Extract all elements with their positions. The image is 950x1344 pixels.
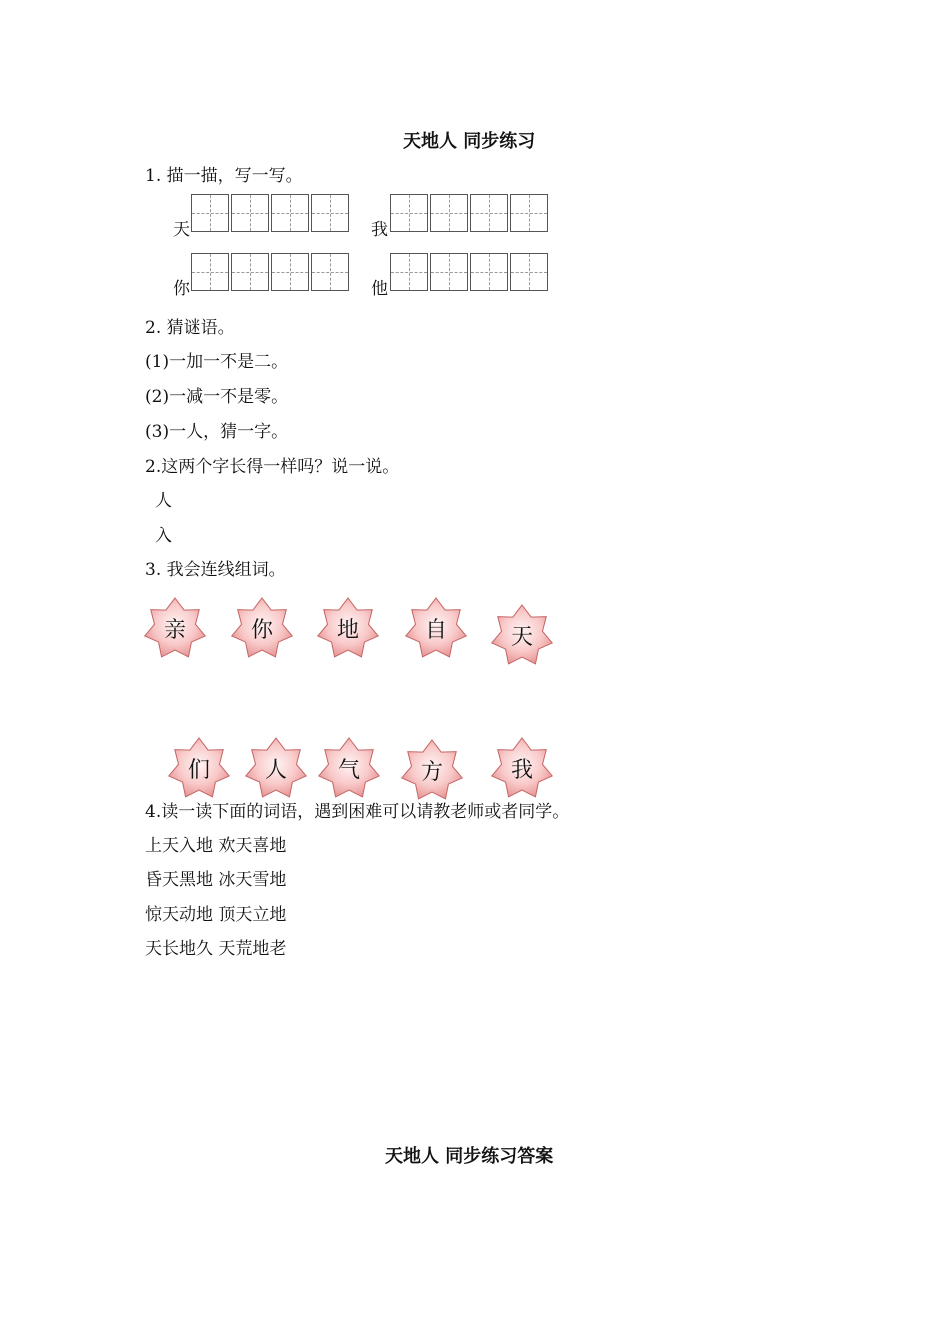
star-char: 我: [510, 758, 534, 783]
star-char: 你: [250, 618, 274, 643]
question-1-heading: 1. 描一描，写一写。: [145, 166, 303, 186]
word-row: 惊天动地 顶天立地: [145, 905, 287, 925]
writing-grid[interactable]: [191, 194, 351, 232]
word-star[interactable]: [315, 596, 381, 662]
word-star[interactable]: [399, 738, 465, 804]
compare-char: 人: [155, 491, 172, 511]
word-star[interactable]: [229, 596, 295, 662]
question-4-heading: 4.读一读下面的词语，遇到困难可以请教老师或者同学。: [145, 802, 570, 822]
riddle-item: (3)一人，猜一字。: [145, 422, 289, 442]
word-star[interactable]: [403, 596, 469, 662]
question-2-heading: 2. 猜谜语。: [145, 318, 235, 338]
star-char: 们: [187, 758, 211, 783]
grid-label: 他: [371, 279, 388, 299]
star-char: 亲: [163, 618, 187, 643]
word-row: 天长地久 天荒地老: [145, 939, 287, 959]
riddle-item: (2)一减一不是零。: [145, 387, 289, 407]
word-row: 上天入地 欢天喜地: [145, 836, 287, 856]
star-char: 人: [264, 758, 288, 783]
writing-grid[interactable]: [390, 194, 550, 232]
grid-label: 你: [173, 279, 190, 299]
question-2b-heading: 2.这两个字长得一样吗？说一说。: [145, 457, 400, 477]
writing-grid[interactable]: [191, 253, 351, 291]
word-star[interactable]: [243, 736, 309, 802]
writing-grid[interactable]: [390, 253, 550, 291]
grid-label: 我: [371, 220, 388, 240]
grid-label: 天: [173, 220, 190, 240]
word-star[interactable]: [489, 736, 555, 802]
word-star[interactable]: [166, 736, 232, 802]
star-char: 天: [510, 625, 534, 650]
word-star[interactable]: [142, 596, 208, 662]
compare-char: 入: [155, 526, 172, 546]
page-title: 天地人 同步练习: [403, 131, 536, 152]
question-3-heading: 3. 我会连线组词。: [145, 560, 286, 580]
star-char: 地: [336, 618, 360, 643]
word-row: 昏天黑地 冰天雪地: [145, 870, 287, 890]
word-star[interactable]: [489, 603, 555, 669]
riddle-item: (1)一加一不是二。: [145, 352, 289, 372]
star-char: 自: [424, 618, 448, 643]
star-char: 方: [420, 760, 444, 785]
star-char: 气: [337, 758, 361, 783]
word-star[interactable]: [316, 736, 382, 802]
answer-title: 天地人 同步练习答案: [385, 1146, 554, 1167]
